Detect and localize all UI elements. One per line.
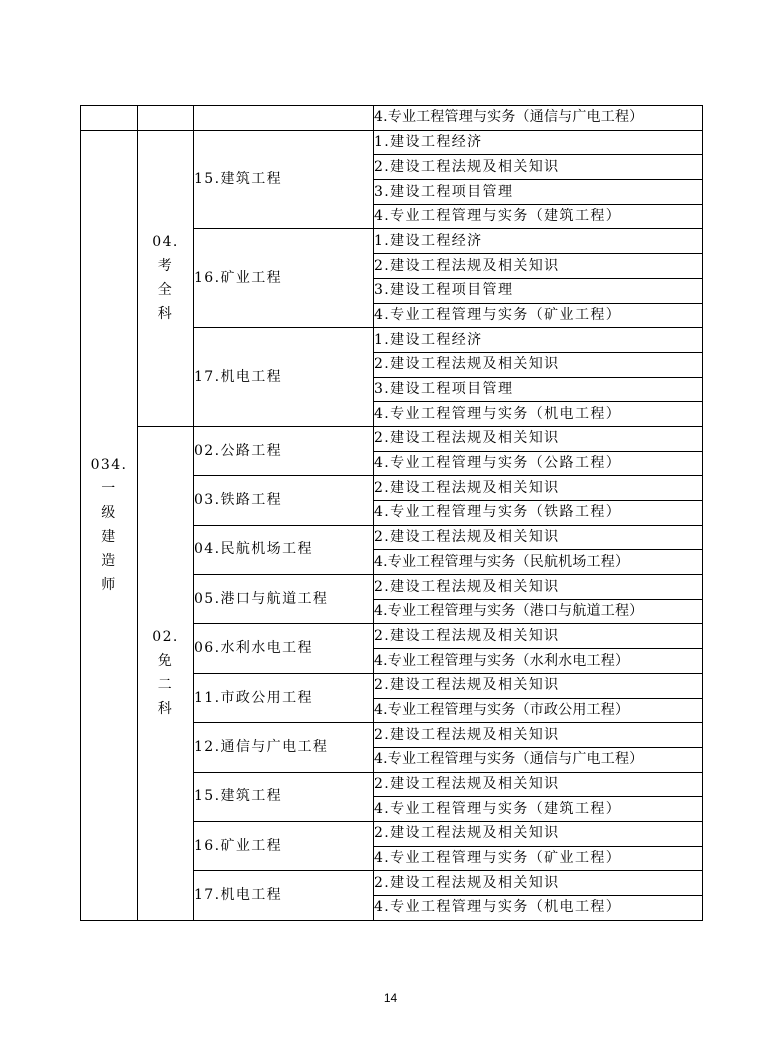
specialty-cell: 15.建筑工程	[194, 772, 374, 821]
subject-cell: 4.专业工程管理与实务（铁路工程）	[374, 501, 703, 526]
specialty-cell: 16.矿业工程	[194, 229, 374, 328]
level-cell-empty	[81, 106, 138, 131]
subject-cell: 2.建设工程法规及相关知识	[374, 624, 703, 649]
subject-cell: 2.建设工程法规及相关知识	[374, 476, 703, 501]
subject-cell: 4.专业工程管理与实务（矿业工程）	[374, 846, 703, 871]
subject-cell: 4.专业工程管理与实务（通信与广电工程）	[374, 747, 703, 772]
subject-cell: 1.建设工程经济	[374, 130, 703, 155]
subject-cell: 4.专业工程管理与实务（机电工程）	[374, 402, 703, 427]
exam-mode-char: 免	[157, 653, 174, 670]
subject-cell: 2.建设工程法规及相关知识	[374, 673, 703, 698]
table-body	[81, 106, 703, 921]
subject-cell: 4.专业工程管理与实务（建筑工程）	[374, 797, 703, 822]
subject-cell: 2.建设工程法规及相关知识	[374, 155, 703, 180]
exam-mode-char: 02.	[152, 629, 179, 646]
subject-cell: 2.建设工程法规及相关知识	[374, 772, 703, 797]
table-row	[81, 426, 703, 451]
level-char: 一	[101, 481, 117, 498]
exam-mode-char: 二	[157, 677, 174, 694]
exam-subject-table	[80, 105, 703, 921]
specialty-cell: 04.民航机场工程	[194, 525, 374, 574]
specialty-cell: 17.机电工程	[194, 328, 374, 427]
exam-mode-char: 考	[157, 258, 174, 275]
subject-cell: 3.建设工程项目管理	[374, 377, 703, 402]
specialty-cell: 11.市政公用工程	[194, 673, 374, 722]
specialty-cell: 06.水利水电工程	[194, 624, 374, 673]
subject-cell: 2.建设工程法规及相关知识	[374, 575, 703, 600]
subject-cell: 2.建设工程法规及相关知识	[374, 352, 703, 377]
subject-cell: 2.建设工程法规及相关知识	[374, 871, 703, 896]
table-row	[81, 106, 703, 131]
level-char: 造	[101, 553, 117, 570]
subject-cell: 4.专业工程管理与实务（建筑工程）	[374, 204, 703, 229]
subject-cell: 4.专业工程管理与实务（通信与广电工程）	[374, 106, 703, 131]
subject-cell: 1.建设工程经济	[374, 328, 703, 353]
specialty-cell: 05.港口与航道工程	[194, 575, 374, 624]
exam-mode-cell	[138, 426, 194, 920]
specialty-cell: 16.矿业工程	[194, 821, 374, 870]
subject-cell: 4.专业工程管理与实务（市政公用工程）	[374, 698, 703, 723]
level-char: 级	[101, 505, 117, 522]
exam-mode-char: 04.	[152, 234, 179, 251]
specialty-cell: 02.公路工程	[194, 426, 374, 475]
subject-cell: 2.建设工程法规及相关知识	[374, 426, 703, 451]
subject-cell: 4.专业工程管理与实务（矿业工程）	[374, 303, 703, 328]
mode-cell-empty	[138, 106, 194, 131]
level-char: 师	[101, 577, 117, 594]
subject-cell: 4.专业工程管理与实务（公路工程）	[374, 451, 703, 476]
exam-mode-char: 科	[157, 306, 174, 323]
subject-cell: 4.专业工程管理与实务（水利水电工程）	[374, 649, 703, 674]
level-char: 034.	[90, 457, 128, 474]
level-cell	[81, 130, 138, 920]
specialty-cell: 03.铁路工程	[194, 476, 374, 525]
specialty-cell: 15.建筑工程	[194, 130, 374, 229]
table-row	[81, 130, 703, 155]
exam-mode-char: 科	[157, 701, 174, 718]
subject-cell: 2.建设工程法规及相关知识	[374, 821, 703, 846]
subject-cell: 3.建设工程项目管理	[374, 180, 703, 205]
specialty-cell: 12.通信与广电工程	[194, 723, 374, 772]
subject-cell: 2.建设工程法规及相关知识	[374, 723, 703, 748]
exam-mode-char: 全	[157, 282, 174, 299]
subject-cell: 4.专业工程管理与实务（民航机场工程）	[374, 550, 703, 575]
level-char: 建	[101, 529, 117, 546]
page-number: 14	[383, 991, 398, 1005]
subject-cell: 4.专业工程管理与实务（港口与航道工程）	[374, 599, 703, 624]
subject-cell: 2.建设工程法规及相关知识	[374, 254, 703, 279]
subject-cell: 3.建设工程项目管理	[374, 278, 703, 303]
exam-mode-cell	[138, 130, 194, 426]
subject-cell: 4.专业工程管理与实务（机电工程）	[374, 896, 703, 921]
specialty-cell-empty	[194, 106, 374, 131]
subject-cell: 2.建设工程法规及相关知识	[374, 525, 703, 550]
specialty-cell: 17.机电工程	[194, 871, 374, 920]
subject-cell: 1.建设工程经济	[374, 229, 703, 254]
